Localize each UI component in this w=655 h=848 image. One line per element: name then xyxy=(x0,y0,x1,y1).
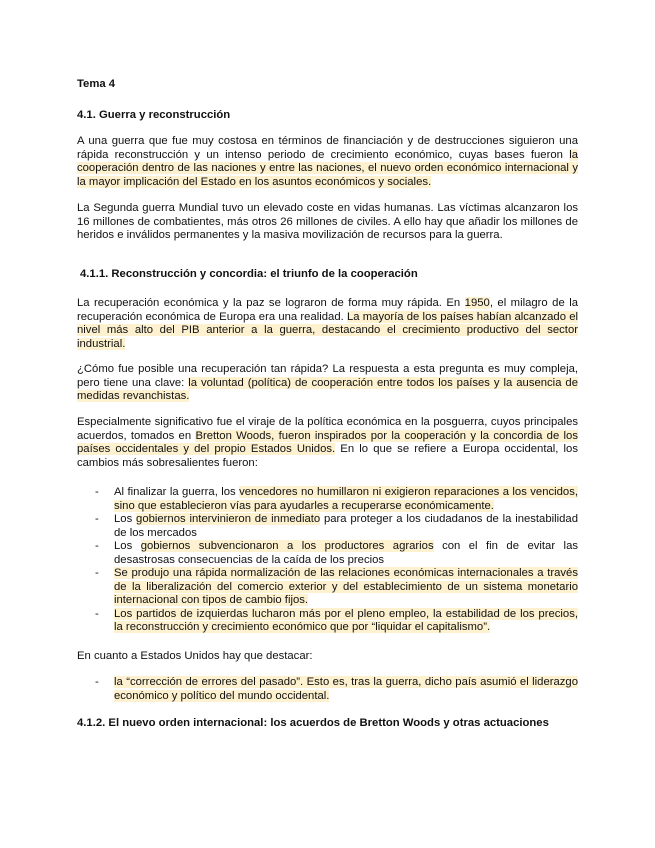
list-item-highlight: Se produjo una rápida normalización de las relaciones económicas internacionales a través de la liberalización del comercio exterior y del establecimiento de un sistema monetario internacional con tipos de cambio fijos. xyxy=(114,567,578,606)
list-item-text-end: para proteger a los ciudadanos de la inestabilidad de los mercados xyxy=(114,513,578,539)
paragraph-3 xyxy=(77,297,578,351)
change-list xyxy=(77,486,578,635)
paragraph-1 xyxy=(77,135,578,189)
list-item-highlight: vencedores no humillaron ni exigieron reparaciones a los vencidos, sino que establecieron vías para ayudarles a recuperarse económicamente. xyxy=(114,486,578,512)
list-item xyxy=(77,676,578,703)
list-item xyxy=(77,540,578,567)
paragraph-4-text: ¿Cómo fue posible una recuperación tan rápida? La respuesta a esta pregunta es muy compleja, pero tiene una clave: xyxy=(77,363,578,389)
paragraph-5 xyxy=(77,416,578,470)
list-item-text: Los xyxy=(114,513,137,525)
list-item xyxy=(77,567,578,608)
heading-4-1-2: 4.1.2. El nuevo orden internacional: los acuerdos de Bretton Woods y otras actuaciones xyxy=(77,717,549,729)
paragraph-6: En cuanto a Estados Unidos hay que destacar: xyxy=(77,650,313,662)
heading-4-1-1: 4.1.1. Reconstrucción y concordia: el triunfo de la cooperación xyxy=(80,268,418,280)
paragraph-1-text: A una guerra que fue muy costosa en términos de financiación y de destrucciones siguieron una rápida reconstrucción y un intenso periodo de crecimiento económico, cuyas bases fueron xyxy=(77,135,578,161)
heading-4-1: 4.1. Guerra y reconstrucción xyxy=(77,109,231,121)
paragraph-3-year: 1950 xyxy=(464,297,490,309)
paragraph-4-highlight: la voluntad (política) de cooperación entre todos los países y la ausencia de medidas revanchistas. xyxy=(77,376,578,402)
document-title: Tema 4 xyxy=(77,78,116,90)
list-item xyxy=(77,513,578,540)
list-item-highlight: gobiernos subvencionaron a los productores agrarios xyxy=(140,540,434,552)
paragraph-1-highlight: la cooperación dentro de las naciones y entre las naciones, el nuevo orden económico internacional y la mayor implicación del Estado en los asuntos económicos y sociales. xyxy=(77,148,578,188)
paragraph-4 xyxy=(77,363,578,404)
list-item-text-end: con el fin de evitar las desastrosas consecuencias de la caída de los precios xyxy=(114,540,578,566)
list-item-highlight: gobiernos intervinieron de inmediato xyxy=(136,513,321,525)
paragraph-5-text-b: En lo que se refiere a Europa occidental, los cambios más sobresalientes fueron: xyxy=(77,443,578,469)
paragraph-3-text-b: , el milagro de la recuperación económica de Europa era una realidad. xyxy=(77,297,578,323)
list-item xyxy=(77,486,578,513)
list-item xyxy=(77,608,578,635)
paragraph-3-highlight: La mayoría de los países habían alcanzado el nivel más alto del PIB anterior a la guerra, destacando el crecimiento productivo del sector industrial. xyxy=(77,310,578,350)
list-item-highlight: Los partidos de izquierdas lucharon más por el pleno empleo, la estabilidad de los precios, la reconstrucción y crecimiento económico que por “liquidar el capitalismo”. xyxy=(114,607,578,633)
list-item-text: Al finalizar la guerra, los xyxy=(114,486,240,498)
paragraph-2: La Segunda guerra Mundial tuvo un elevado coste en vidas humanas. Las víctimas alcanzaron los 16 millones de combatientes, más otros 26 millones de civiles. A ello hay que añadir los millones de heridos e inválidos permanentes y la masiva movilización de recursos para la guerra. xyxy=(77,202,578,241)
us-list xyxy=(77,676,578,703)
list-item-highlight: la “corrección de errores del pasado”. Esto es, tras la guerra, dicho país asumió el liderazgo económico y político del mundo occidental. xyxy=(114,676,578,702)
paragraph-3-text-a: La recuperación económica y la paz se lograron de forma muy rápida. En xyxy=(77,297,465,309)
paragraph-5-text-a: Especialmente significativo fue el viraje de la política económica en la posguerra, cuyos principales acuerdos, tomados en xyxy=(77,416,578,442)
list-item-text: Los xyxy=(114,540,141,552)
paragraph-5-highlight: Bretton Woods, fueron inspirados por la cooperación y la concordia de los países occidentales y del propio Estados Unidos. xyxy=(77,429,578,455)
